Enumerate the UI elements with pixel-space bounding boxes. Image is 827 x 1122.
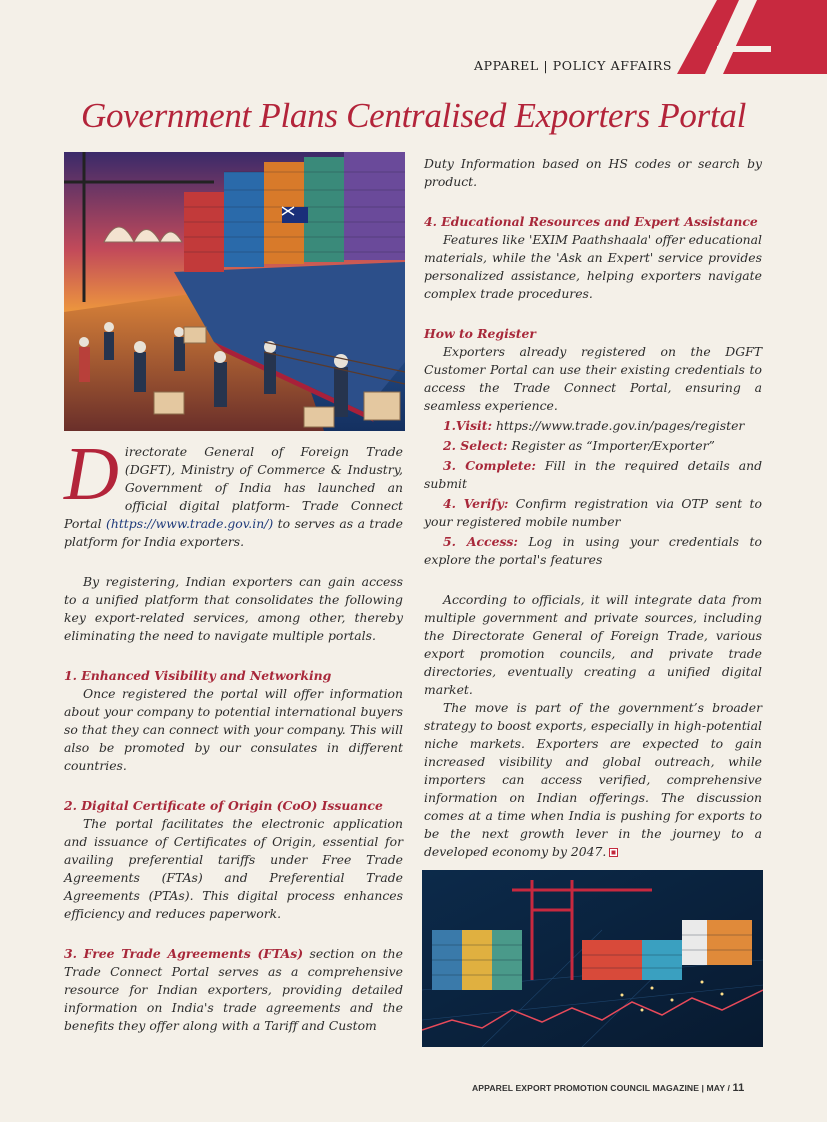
section-body-1: Once registered the portal will offer information about your company to potential international buyers so that they can connect with your company. This will also be promoted by our consulates in different countries.	[64, 686, 403, 773]
page-footer	[472, 1082, 744, 1094]
section-body-2: The portal facilitates the electronic application and issuance of Certificates of Origin, essential for availing preferential tariffs under Free Trade Agreements (FTAs) and Preferential Trade Agreements (PTAs). This digital process enhances efficiency and reduces paperwork.	[64, 816, 403, 921]
section-heading-4: 4. Educational Resources and Expert Assistance	[424, 214, 758, 229]
footer-text: APPAREL EXPORT PROMOTION COUNCIL MAGAZINE | MAY /	[472, 1083, 730, 1093]
register-step-3: 3. Complete: Fill in the required details and submit	[424, 458, 762, 491]
right-column	[424, 155, 762, 861]
section-heading-2: 2. Digital Certificate of Origin (CoO) Issuance	[64, 798, 383, 813]
para-registering: By registering, Indian exporters can gain access to a unified platform that consolidates the following key export-related services, among other, thereby eliminating the need to navigate multiple portals.	[64, 574, 403, 643]
section-heading-1: 1. Enhanced Visibility and Networking	[64, 668, 332, 683]
left-column	[64, 432, 403, 1035]
end-mark-icon	[609, 848, 618, 857]
section-header: APPAREL | POLICY AFFAIRS	[474, 58, 673, 73]
dropcap: D	[64, 432, 119, 516]
port-illustration-image	[64, 152, 405, 431]
register-step-2: 2. Select: Register as “Importer/Exporter”	[443, 438, 715, 453]
intro-paragraph: Directorate General of Foreign Trade (DGFT), Ministry of Commerce & Industry, Government of India has launched an official digital platform- Trade Connect Portal (https://www.trade.gov.in/) to serves as a trade platform for India exporters.	[64, 432, 403, 549]
article-title: Government Plans Centralised Exporters Portal	[80, 96, 747, 135]
page-number: 11	[732, 1082, 745, 1094]
section-heading-3: 3. Free Trade Agreements (FTAs)	[64, 946, 304, 961]
closing-paragraph-2: The move is part of the government’s broader strategy to boost exports, especially in high-potential niche markets. Exporters are expected to gain increased visibility and global outreach, while importers can access verified, comprehensive information on Indian offerings. The discussion comes at a time when India is pushing for exports to be the next growth lever in the journey to a developed economy by 2047.	[424, 700, 762, 859]
closing-paragraph-1: According to officials, it will integrate data from multiple government and private sources, including the Directorate General of Foreign Trade, various export promotion councils, and private trade directories, eventually creating a unified digital market.	[424, 592, 762, 697]
register-heading: How to Register	[424, 326, 536, 341]
register-step-4: 4. Verify: Confirm registration via OTP sent to your registered mobile number	[424, 496, 762, 529]
section-body-4: Features like 'EXIM Paathshaala' offer educational materials, while the 'Ask an Expert' service provides personalized assistance, helping exporters navigate complex trade procedures.	[424, 232, 762, 301]
register-step-5: 5. Access: Log in using your credentials to explore the portal's features	[424, 534, 762, 567]
corner-logo-triangle	[677, 0, 827, 74]
section-3-paragraph: 3. Free Trade Agreements (FTAs) section on the Trade Connect Portal serves as a comprehensive resource for Indian exporters, providing detailed information on India's trade agreements and the benefits they offer along with a Tariff and Custom	[64, 946, 403, 1033]
register-intro: Exporters already registered on the DGFT Customer Portal can use their existing credentials to access the Trade Connect Portal, ensuring a seamless experience.	[424, 344, 762, 413]
trade-portal-link[interactable]: (https://www.trade.gov.in/)	[106, 516, 274, 531]
section-3-continued: Duty Information based on HS codes or search by product.	[424, 156, 762, 189]
container-terminal-image	[422, 870, 763, 1047]
register-step-1: 1.Visit: https://www.trade.gov.in/pages/register	[443, 418, 745, 433]
